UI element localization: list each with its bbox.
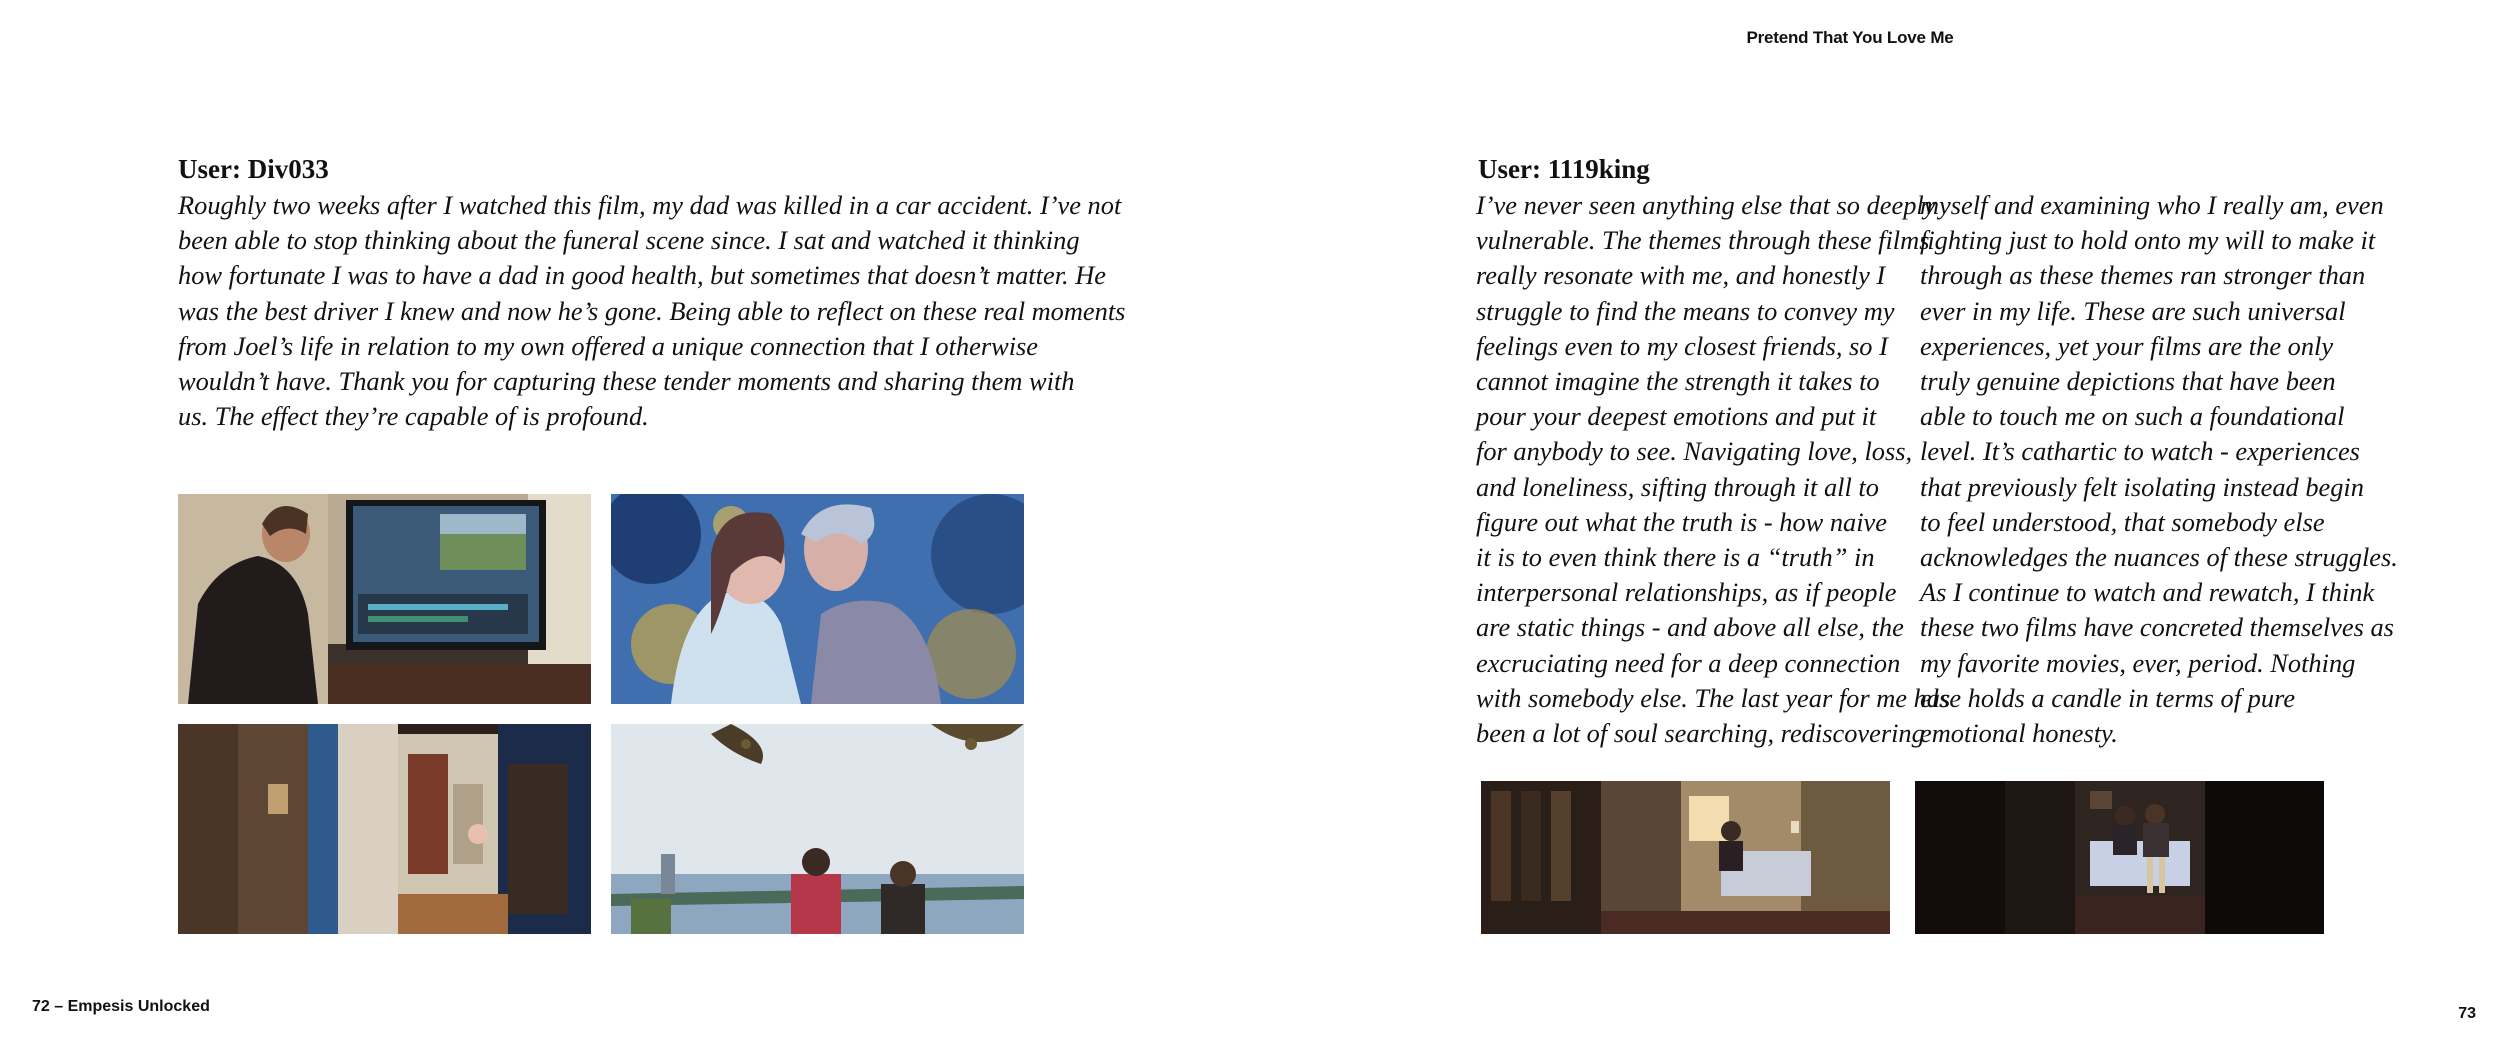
testimonial-line: emotional honesty. [1920, 718, 2118, 749]
testimonial-line: excruciating need for a deep connection [1476, 647, 1901, 678]
testimonial-line: struggle to find the means to convey my [1476, 295, 1895, 326]
photo-apartment-interior [178, 724, 591, 934]
photo-bedroom-woman [1481, 781, 1890, 934]
testimonial-line: ever in my life. These are such universal [1920, 295, 2346, 326]
testimonial-line: Roughly two weeks after I watched this film, my dad was killed in a car accident. I’ve not [178, 190, 1122, 220]
testimonial-line: how fortunate I was to have a dad in good health, but sometimes that doesn’t matter. He [178, 260, 1106, 291]
photo-couple-kissing [611, 494, 1024, 704]
left-user-heading: User: Div033 [178, 154, 329, 184]
testimonial-line: and loneliness, sifting through it all to [1476, 471, 1879, 502]
photo-couple-at-river [611, 724, 1024, 934]
testimonial-line: figure out what the truth is - how naive [1476, 506, 1887, 537]
page-number-right: 73 [2458, 1005, 2476, 1022]
testimonial-line: fighting just to hold onto my will to make it [1920, 225, 2376, 256]
testimonial-line: As I continue to watch and rewatch, I think [1920, 577, 2375, 608]
testimonial-line: through as these themes ran stronger than [1920, 260, 2366, 291]
left-testimonial [178, 188, 1125, 434]
running-header-title: Pretend That You Love Me [1746, 28, 1954, 47]
footer-left: 72 – Empesis Unlocked [32, 998, 210, 1015]
testimonial-line: level. It’s cathartic to watch - experiences [1920, 436, 2360, 467]
testimonial-line: my favorite movies, ever, period. Nothing [1920, 647, 2356, 678]
testimonial-line: able to touch me on such a foundational [1920, 401, 2345, 432]
testimonial-line: that previously felt isolating instead begin [1920, 471, 2364, 502]
testimonial-line: pour your deepest emotions and put it [1476, 401, 1877, 432]
testimonial-line: vulnerable. The themes through these films [1476, 225, 1930, 256]
testimonial-line: feelings even to my closest friends, so I [1476, 330, 1888, 361]
right-column-2 [1920, 188, 2398, 751]
testimonial-line: from Joel’s life in relation to my own offered a unique connection that I otherwise [178, 330, 1039, 361]
right-column-1 [1476, 188, 1950, 751]
testimonial-line: truly genuine depictions that have been [1920, 366, 2336, 397]
testimonial-line: been a lot of soul searching, rediscovering [1476, 718, 1925, 749]
testimonial-line: for anybody to see. Navigating love, loss, [1476, 436, 1913, 467]
testimonial-line: wouldn’t have. Thank you for capturing these tender moments and sharing them with [178, 366, 1075, 397]
testimonial-line: it is to even think there is a “truth” in [1476, 542, 1875, 573]
testimonial-line: was the best driver I knew and now he’s gone. Being able to reflect on these real moments [178, 295, 1126, 326]
testimonial-line: to feel understood, that somebody else [1920, 506, 2325, 537]
testimonial-line: acknowledges the nuances of these struggles. [1920, 542, 2398, 573]
right-user-heading: User: 1119king [1478, 154, 1650, 184]
photo-editor-at-computer [178, 494, 591, 704]
testimonial-line: interpersonal relationships, as if people [1476, 577, 1897, 608]
testimonial-line: with somebody else. The last year for me has [1476, 682, 1951, 713]
testimonial-line: are static things - and above all else, the [1476, 612, 1904, 643]
photo-bedroom-couple [1915, 781, 2324, 934]
testimonial-line: experiences, yet your films are the only [1920, 330, 2334, 361]
testimonial-line: these two films have concreted themselves as [1920, 612, 2394, 643]
testimonial-line: been able to stop thinking about the funeral scene since. I sat and watched it thinking [178, 225, 1080, 256]
testimonial-line: myself and examining who I really am, even [1920, 190, 2384, 220]
testimonial-line: else holds a candle in terms of pure [1920, 682, 2296, 713]
testimonial-line: cannot imagine the strength it takes to [1476, 366, 1880, 397]
testimonial-line: really resonate with me, and honestly I [1476, 260, 1886, 291]
testimonial-line: I’ve never seen anything else that so deeply [1476, 190, 1936, 220]
testimonial-line: us. The effect they’re capable of is profound. [178, 401, 649, 432]
